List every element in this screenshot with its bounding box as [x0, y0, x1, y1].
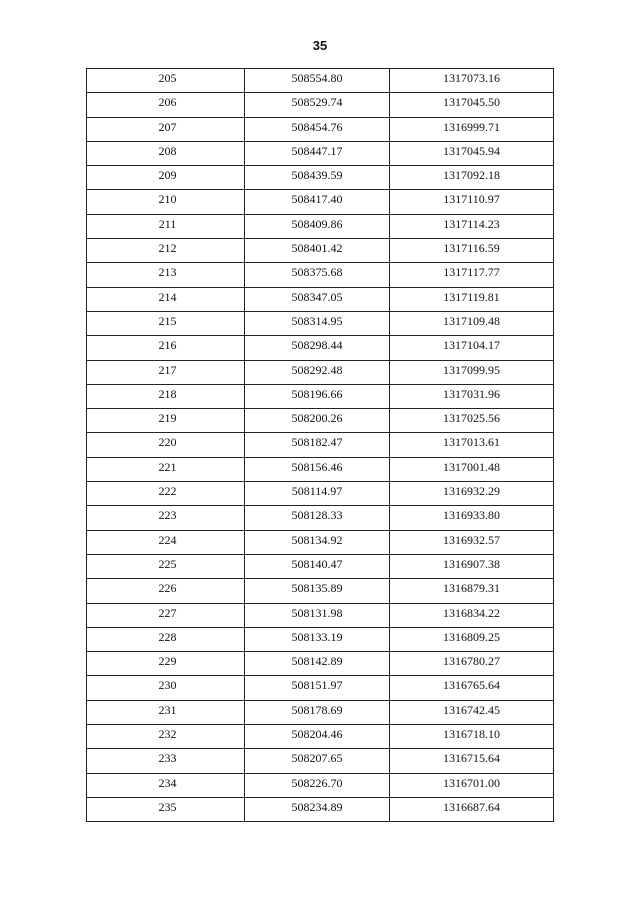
table-row — [87, 384, 554, 408]
point-id-cell — [87, 700, 245, 724]
cell-value: 508133.19 — [291, 629, 343, 644]
cell-value: 234 — [158, 775, 177, 790]
point-id-cell — [87, 652, 245, 676]
point-id-cell — [87, 530, 245, 554]
cell-value: 508234.89 — [291, 799, 343, 814]
point-id-cell — [87, 409, 245, 433]
point-id-cell — [87, 554, 245, 578]
point-id-cell — [87, 433, 245, 457]
y-coordinate-cell — [390, 433, 554, 457]
x-coordinate-cell — [245, 749, 390, 773]
x-coordinate-cell — [245, 384, 390, 408]
cell-value: 508529.74 — [291, 95, 343, 110]
cell-value: 224 — [158, 532, 177, 547]
table-row — [87, 457, 554, 481]
cell-value: 508182.47 — [291, 435, 343, 450]
point-id-cell — [87, 579, 245, 603]
cell-value: 1316907.38 — [443, 556, 500, 571]
cell-value: 219 — [158, 411, 177, 426]
x-coordinate-cell — [245, 530, 390, 554]
y-coordinate-cell — [390, 652, 554, 676]
cell-value: 508128.33 — [291, 508, 343, 523]
table-row — [87, 749, 554, 773]
table-row — [87, 603, 554, 627]
point-id-cell — [87, 773, 245, 797]
table-row — [87, 725, 554, 749]
table-row — [87, 579, 554, 603]
point-id-cell — [87, 603, 245, 627]
cell-value: 1317110.97 — [443, 192, 500, 207]
point-id-cell — [87, 506, 245, 530]
table-row — [87, 554, 554, 578]
table-row — [87, 239, 554, 263]
y-coordinate-cell — [390, 627, 554, 651]
cell-value: 1316932.29 — [443, 484, 500, 499]
cell-value: 221 — [158, 459, 177, 474]
cell-value: 508417.40 — [291, 192, 343, 207]
y-coordinate-cell — [390, 773, 554, 797]
y-coordinate-cell — [390, 506, 554, 530]
cell-value: 231 — [158, 702, 177, 717]
x-coordinate-cell — [245, 652, 390, 676]
cell-value: 1316933.80 — [443, 508, 500, 523]
cell-value: 1317013.61 — [443, 435, 500, 450]
x-coordinate-cell — [245, 263, 390, 287]
y-coordinate-cell — [390, 287, 554, 311]
point-id-cell — [87, 93, 245, 117]
table-row — [87, 700, 554, 724]
y-coordinate-cell — [390, 263, 554, 287]
x-coordinate-cell — [245, 336, 390, 360]
cell-value: 233 — [158, 751, 177, 766]
cell-value: 210 — [158, 192, 177, 207]
cell-value: 508401.42 — [291, 241, 343, 256]
x-coordinate-cell — [245, 797, 390, 821]
cell-value: 508298.44 — [291, 338, 343, 353]
table-row — [87, 482, 554, 506]
cell-value: 508196.66 — [291, 386, 343, 401]
cell-value: 205 — [158, 71, 177, 85]
cell-value: 227 — [158, 605, 177, 620]
y-coordinate-cell — [390, 166, 554, 190]
y-coordinate-cell — [390, 797, 554, 821]
x-coordinate-cell — [245, 141, 390, 165]
x-coordinate-cell — [245, 627, 390, 651]
cell-value: 215 — [158, 313, 177, 328]
page-number: 35 — [312, 38, 328, 53]
cell-value: 1316932.57 — [443, 532, 500, 547]
cell-value: 1317109.48 — [443, 313, 500, 328]
cell-value: 212 — [158, 241, 177, 256]
cell-value: 218 — [158, 386, 177, 401]
y-coordinate-cell — [390, 214, 554, 238]
point-id-cell — [87, 482, 245, 506]
point-id-cell — [87, 190, 245, 214]
table-row — [87, 627, 554, 651]
y-coordinate-cell — [390, 239, 554, 263]
cell-value: 508114.97 — [291, 484, 343, 499]
cell-value: 1317114.23 — [443, 216, 500, 231]
x-coordinate-cell — [245, 457, 390, 481]
y-coordinate-cell — [390, 530, 554, 554]
x-coordinate-cell — [245, 190, 390, 214]
y-coordinate-cell — [390, 554, 554, 578]
y-coordinate-cell — [390, 409, 554, 433]
cell-value: 508439.59 — [291, 168, 343, 183]
cell-value: 1317025.56 — [443, 411, 500, 426]
cell-value: 1317099.95 — [443, 362, 500, 377]
point-id-cell — [87, 749, 245, 773]
cell-value: 208 — [158, 143, 177, 158]
cell-value: 508347.05 — [291, 289, 343, 304]
point-id-cell — [87, 166, 245, 190]
cell-value: 229 — [158, 654, 177, 669]
cell-value: 508314.95 — [291, 313, 343, 328]
y-coordinate-cell — [390, 336, 554, 360]
y-coordinate-cell — [390, 457, 554, 481]
table-row — [87, 433, 554, 457]
cell-value: 1316715.64 — [443, 751, 500, 766]
y-coordinate-cell — [390, 384, 554, 408]
cell-value: 226 — [158, 581, 177, 596]
table-row — [87, 409, 554, 433]
cell-value: 206 — [158, 95, 177, 110]
point-id-cell — [87, 676, 245, 700]
y-coordinate-cell — [390, 725, 554, 749]
cell-value: 508134.92 — [291, 532, 343, 547]
point-id-cell — [87, 360, 245, 384]
cell-value: 222 — [158, 484, 177, 499]
y-coordinate-cell — [390, 141, 554, 165]
cell-value: 235 — [158, 799, 177, 814]
table-row — [87, 263, 554, 287]
cell-value: 220 — [158, 435, 177, 450]
point-id-cell — [87, 457, 245, 481]
x-coordinate-cell — [245, 579, 390, 603]
cell-value: 228 — [158, 629, 177, 644]
cell-value: 1316718.10 — [443, 727, 500, 742]
x-coordinate-cell — [245, 676, 390, 700]
table-row — [87, 676, 554, 700]
cell-value: 211 — [158, 216, 177, 231]
cell-value: 1316834.22 — [443, 605, 500, 620]
x-coordinate-cell — [245, 773, 390, 797]
x-coordinate-cell — [245, 117, 390, 141]
x-coordinate-cell — [245, 409, 390, 433]
table-row — [87, 797, 554, 821]
table-row — [87, 336, 554, 360]
table-row — [87, 287, 554, 311]
y-coordinate-cell — [390, 482, 554, 506]
cell-value: 1317117.77 — [443, 265, 500, 280]
point-id-cell — [87, 384, 245, 408]
coordinate-table — [86, 68, 554, 822]
cell-value: 508142.89 — [291, 654, 343, 669]
y-coordinate-cell — [390, 603, 554, 627]
y-coordinate-cell — [390, 360, 554, 384]
cell-value: 209 — [158, 168, 177, 183]
y-coordinate-cell — [390, 69, 554, 93]
table-row — [87, 360, 554, 384]
cell-value: 1317092.18 — [443, 168, 500, 183]
cell-value: 1317119.81 — [443, 289, 500, 304]
table-row — [87, 773, 554, 797]
cell-value: 508151.97 — [291, 678, 343, 693]
x-coordinate-cell — [245, 287, 390, 311]
cell-value: 508207.65 — [291, 751, 343, 766]
y-coordinate-cell — [390, 700, 554, 724]
cell-value: 508447.17 — [291, 143, 343, 158]
y-coordinate-cell — [390, 93, 554, 117]
x-coordinate-cell — [245, 725, 390, 749]
cell-value: 508204.46 — [291, 727, 343, 742]
cell-value: 1316701.00 — [443, 775, 500, 790]
y-coordinate-cell — [390, 117, 554, 141]
y-coordinate-cell — [390, 676, 554, 700]
table-row — [87, 166, 554, 190]
cell-value: 207 — [158, 119, 177, 134]
table-row — [87, 93, 554, 117]
cell-value: 1317116.59 — [443, 241, 500, 256]
x-coordinate-cell — [245, 214, 390, 238]
cell-value: 223 — [158, 508, 177, 523]
point-id-cell — [87, 627, 245, 651]
table-row — [87, 506, 554, 530]
x-coordinate-cell — [245, 93, 390, 117]
table-row — [87, 190, 554, 214]
table-row — [87, 214, 554, 238]
point-id-cell — [87, 263, 245, 287]
cell-value: 1317045.94 — [443, 143, 500, 158]
point-id-cell — [87, 141, 245, 165]
cell-value: 508140.47 — [291, 556, 343, 571]
cell-value: 508135.89 — [291, 581, 343, 596]
cell-value: 1316780.27 — [443, 654, 500, 669]
table-row — [87, 311, 554, 335]
cell-value: 230 — [158, 678, 177, 693]
cell-value: 232 — [158, 727, 177, 742]
point-id-cell — [87, 725, 245, 749]
cell-value: 508131.98 — [291, 605, 343, 620]
x-coordinate-cell — [245, 482, 390, 506]
cell-value: 1317073.16 — [443, 71, 500, 85]
cell-value: 1316742.45 — [443, 702, 500, 717]
cell-value: 508375.68 — [291, 265, 343, 280]
point-id-cell — [87, 239, 245, 263]
cell-value: 1316999.71 — [443, 119, 500, 134]
table-row — [87, 530, 554, 554]
x-coordinate-cell — [245, 554, 390, 578]
x-coordinate-cell — [245, 603, 390, 627]
cell-value: 1316687.64 — [443, 799, 500, 814]
cell-value: 508409.86 — [291, 216, 343, 231]
table-row — [87, 652, 554, 676]
table-row — [87, 141, 554, 165]
cell-value: 508454.76 — [291, 119, 343, 134]
cell-value: 1317045.50 — [443, 95, 500, 110]
x-coordinate-cell — [245, 433, 390, 457]
cell-value: 508226.70 — [291, 775, 343, 790]
cell-value: 1316765.64 — [443, 678, 500, 693]
cell-value: 214 — [158, 289, 177, 304]
x-coordinate-cell — [245, 506, 390, 530]
x-coordinate-cell — [245, 311, 390, 335]
y-coordinate-cell — [390, 311, 554, 335]
cell-value: 1316809.25 — [443, 629, 500, 644]
cell-value: 1317031.96 — [443, 386, 500, 401]
cell-value: 508156.46 — [291, 459, 343, 474]
point-id-cell — [87, 336, 245, 360]
x-coordinate-cell — [245, 700, 390, 724]
table-row — [87, 117, 554, 141]
x-coordinate-cell — [245, 239, 390, 263]
y-coordinate-cell — [390, 579, 554, 603]
point-id-cell — [87, 117, 245, 141]
cell-value: 508200.26 — [291, 411, 343, 426]
point-id-cell — [87, 214, 245, 238]
cell-value: 508554.80 — [291, 71, 343, 85]
table-row — [87, 69, 554, 93]
cell-value: 1316879.31 — [443, 581, 500, 596]
cell-value: 508178.69 — [291, 702, 343, 717]
point-id-cell — [87, 311, 245, 335]
cell-value: 1317104.17 — [443, 338, 500, 353]
y-coordinate-cell — [390, 749, 554, 773]
y-coordinate-cell — [390, 190, 554, 214]
cell-value: 217 — [158, 362, 177, 377]
cell-value: 225 — [158, 556, 177, 571]
cell-value: 508292.48 — [291, 362, 343, 377]
point-id-cell — [87, 797, 245, 821]
coordinate-table-body — [87, 69, 554, 822]
x-coordinate-cell — [245, 360, 390, 384]
point-id-cell — [87, 69, 245, 93]
cell-value: 213 — [158, 265, 177, 280]
point-id-cell — [87, 287, 245, 311]
x-coordinate-cell — [245, 69, 390, 93]
cell-value: 1317001.48 — [443, 459, 500, 474]
x-coordinate-cell — [245, 166, 390, 190]
cell-value: 216 — [158, 338, 177, 353]
